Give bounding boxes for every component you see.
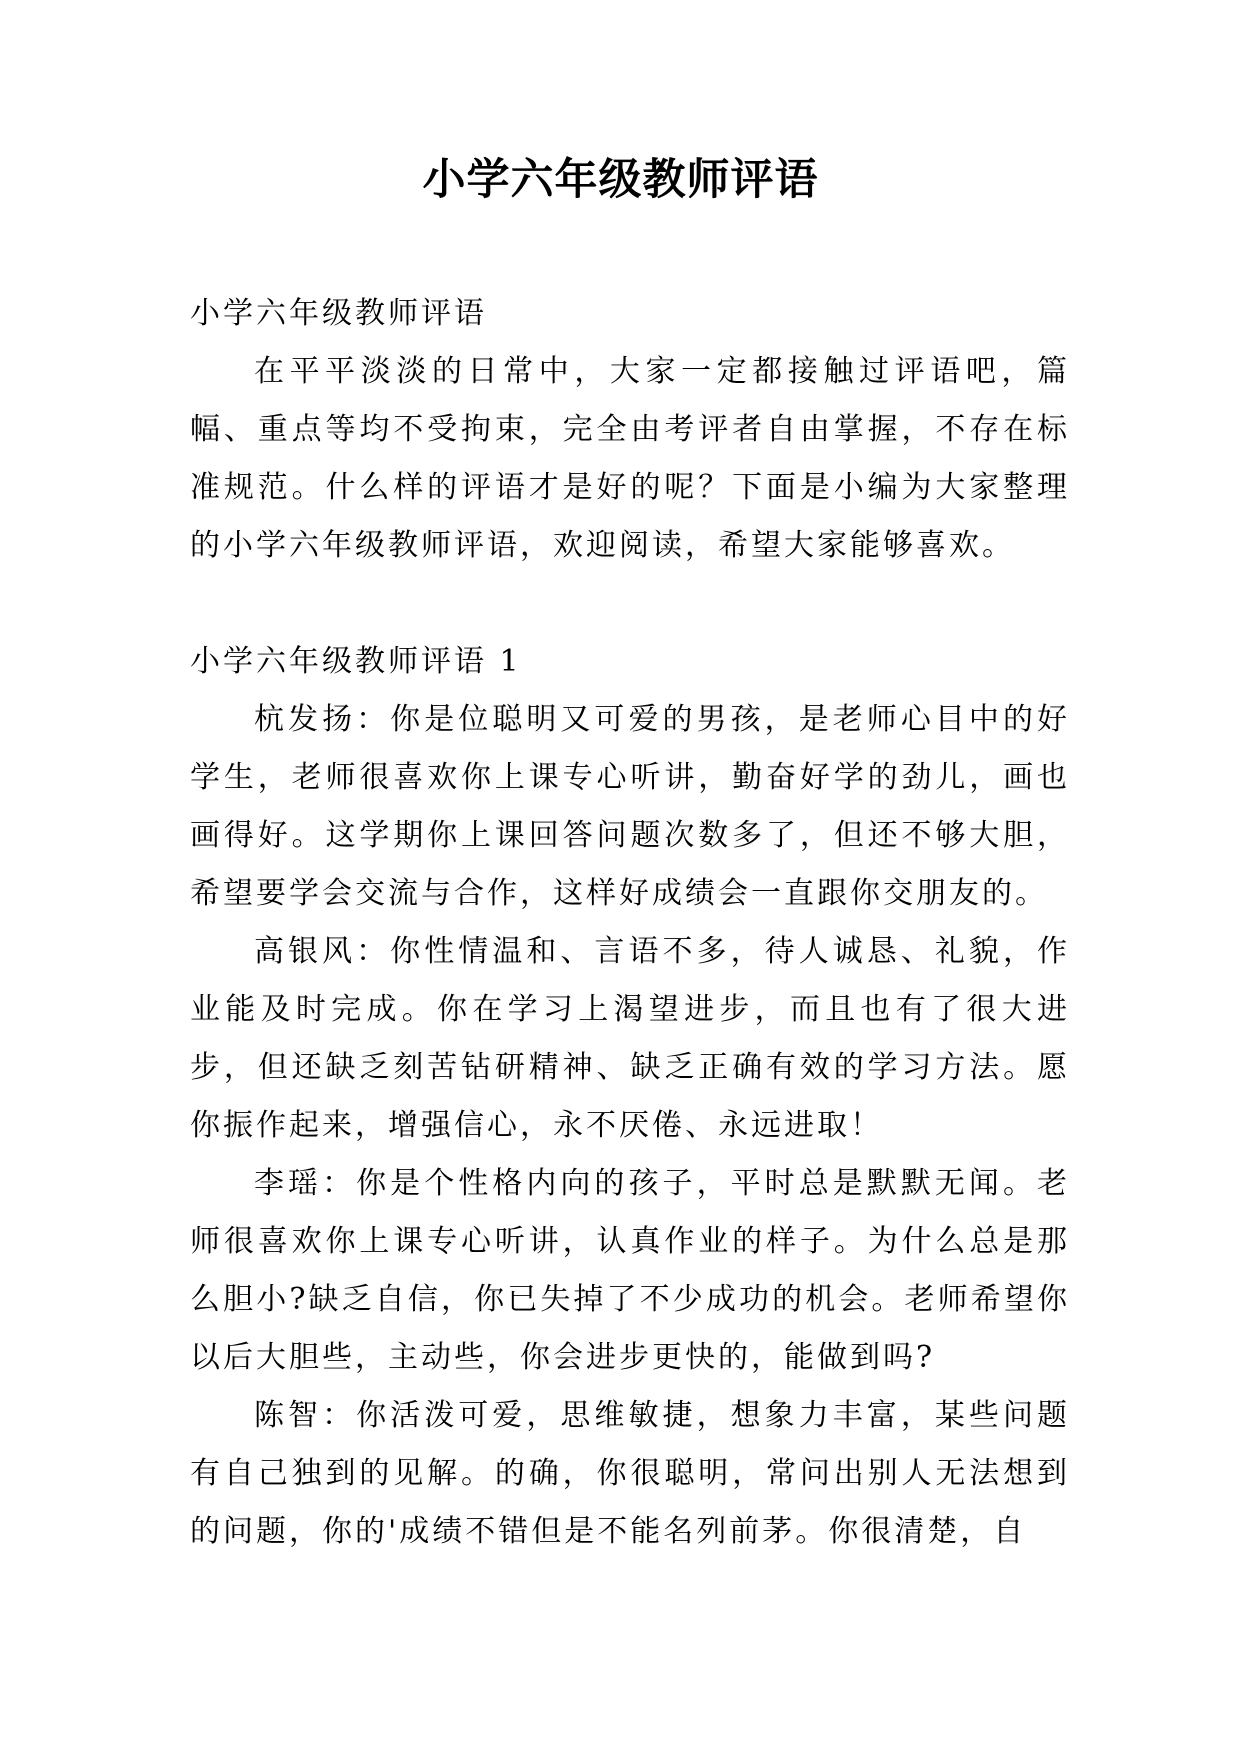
section-heading: 小学六年级教师评语 1 (190, 644, 522, 679)
comment-paragraph: 高银风：你性情温和、言语不多，待人诚恳、礼貌，作业能及时完成。你在学习上渴望进步，而且也有了很大进步，但还缺乏刻苦钻研精神、缺乏正确有效的学习方法。愿你振作起来，增强信心，永不厌倦、永远进取！ (190, 934, 1070, 1143)
comment-paragraph: 李瑶：你是个性格内向的孩子，平时总是默默无闻。老师很喜欢你上课专心听讲，认真作业的样子。为什么总是那么胆小?缺乏自信，你已失掉了不少成功的机会。老师希望你以后大胆些，主动些，你会进步更快的，能做到吗? (190, 1166, 1070, 1375)
paragraph-spacer (190, 575, 1070, 633)
document-body (190, 285, 1070, 1561)
comment-paragraph: 杭发扬：你是位聪明又可爱的男孩，是老师心目中的好学生，老师很喜欢你上课专心听讲，勤奋好学的劲儿，画也画得好。这学期你上课回答问题次数多了，但还不够大胆，希望要学会交流与合作，这样好成绩会一直跟你交朋友的。 (190, 702, 1070, 911)
document-title: 小学六年级教师评语 (422, 155, 819, 205)
comment-paragraph: 陈智：你活泼可爱，思维敏捷，想象力丰富，某些问题有自己独到的见解。的确，你很聪明，常问出别人无法想到的问题，你的'成绩不错但是不能名列前茅。你很清楚，自 (190, 1398, 1070, 1549)
intro-heading: 小学六年级教师评语 (190, 296, 487, 331)
intro-paragraph: 在平平淡淡的日常中，大家一定都接触过评语吧，篇幅、重点等均不受拘束，完全由考评者自由掌握，不存在标准规范。什么样的评语才是好的呢？下面是小编为大家整理的小学六年级教师评语，欢迎阅读，希望大家能够喜欢。 (190, 354, 1070, 563)
